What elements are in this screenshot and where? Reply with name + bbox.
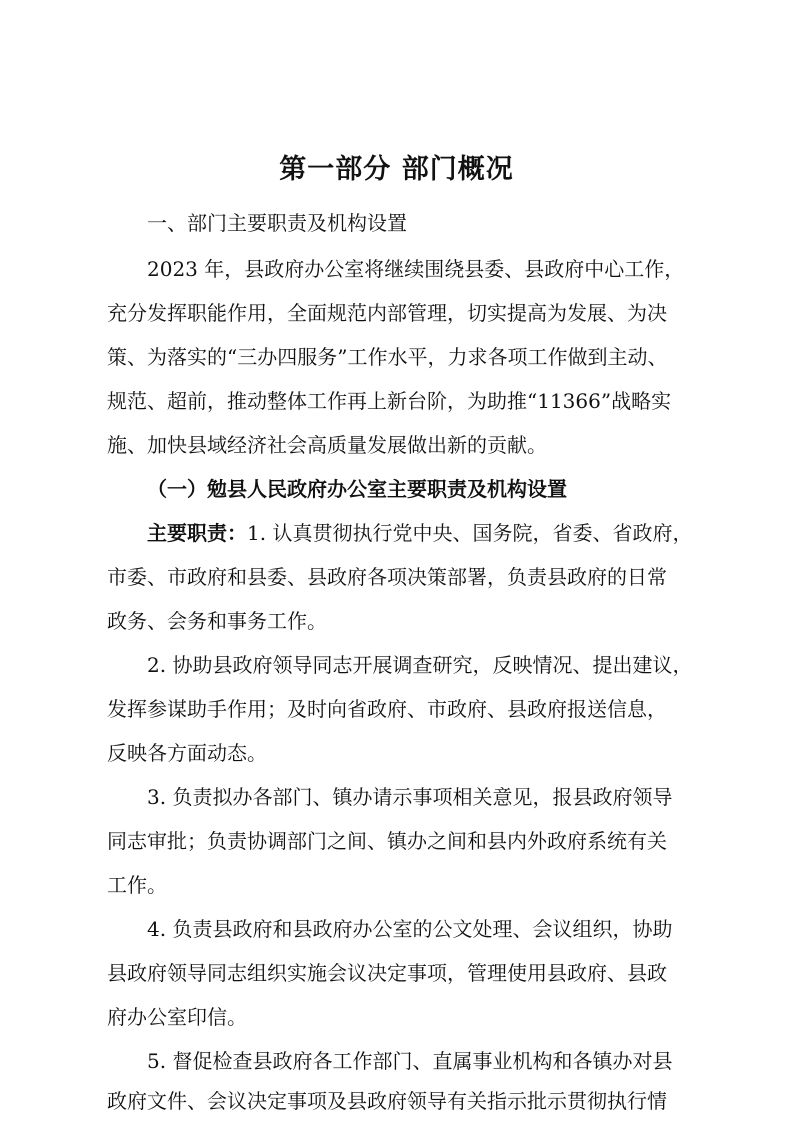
page-title: 第一部分 部门概况 (279, 154, 514, 185)
duty-2-line-1: 2. 协助县政府领导同志开展调查研究，反映情况、提出建议， (147, 653, 693, 677)
duty-3-line-3: 工作。 (107, 873, 167, 897)
intro-line-2: 充分发挥职能作用，全面规范内部管理，切实提高为发展、为决 (107, 301, 667, 325)
duty-1-line-2: 市委、市政府和县委、县政府各项决策部署，负责县政府的日常 (107, 565, 667, 589)
duty-5-line-1: 5. 督促检查县政府各工作部门、直属事业机构和各镇办对县 (147, 1049, 673, 1073)
duty-4-line-3: 府办公室印信。 (107, 1005, 247, 1029)
intro-line-1: 2023 年，县政府办公室将继续围绕县委、县政府中心工作， (147, 257, 685, 281)
duty-5-line-2: 政府文件、会议决定事项及县政府领导有关指示批示贯彻执行情 (107, 1089, 667, 1113)
duty-4-line-2: 县政府领导同志组织实施会议决定事项，管理使用县政府、县政 (107, 961, 667, 985)
intro-line-3: 策、为落实的“三办四服务”工作水平，力求各项工作做到主动、 (107, 345, 668, 369)
duty-4-line-1: 4. 负责县政府和县政府办公室的公文处理、会议组织，协助 (147, 917, 673, 941)
intro-line-5: 施、加快县域经济社会高质量发展做出新的贡献。 (107, 433, 547, 457)
duty-3-line-2: 同志审批；负责协调部门之间、镇办之间和县内外政府系统有关 (107, 829, 667, 853)
duty-3-line-1: 3. 负责拟办各部门、镇办请示事项相关意见，报县政府领导 (147, 785, 673, 809)
sub-heading: （一）勉县人民政府办公室主要职责及机构设置 (147, 477, 567, 501)
section-heading: 一、部门主要职责及机构设置 (147, 211, 407, 235)
duty-1-line-1 (147, 518, 692, 548)
duty-1-line-3: 政务、会务和事务工作。 (107, 609, 327, 633)
duty-1-first-text: 1. 认真贯彻执行党中央、国务院，省委、省政府， (247, 521, 693, 545)
duty-2-line-2: 发挥参谋助手作用；及时向省政府、市政府、县政府报送信息， (107, 697, 667, 721)
duty-2-line-3: 反映各方面动态。 (107, 741, 267, 765)
duties-label: 主要职责： (147, 521, 247, 545)
intro-line-4: 规范、超前，推动整体工作再上新台阶，为助推“11366”战略实 (107, 389, 672, 413)
